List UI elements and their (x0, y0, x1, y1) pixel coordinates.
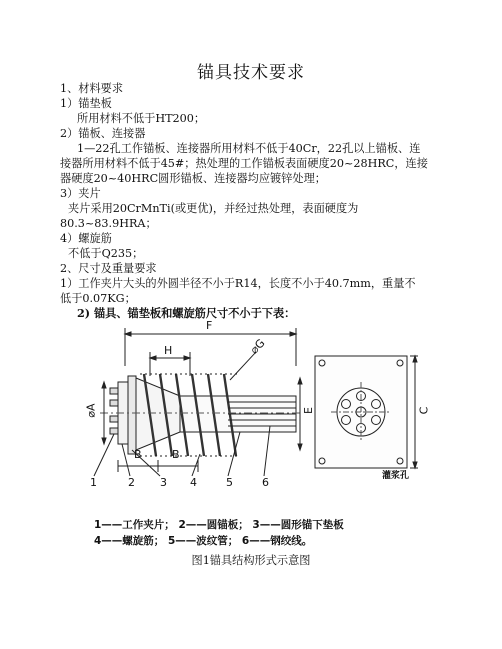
callout-5: 5 (226, 476, 233, 489)
dim-label-B-2: B (172, 448, 180, 461)
dim-label-F: F (206, 319, 213, 332)
dim-label-H: H (164, 344, 173, 357)
item-1-text: 所用材料不低于HT200； (77, 112, 206, 125)
item-3-text-line2: 80.3~83.9HRA； (60, 217, 157, 230)
item-3-heading: 3）夹片 (60, 187, 101, 200)
dim-label-E: E (301, 407, 315, 414)
dim-label-G: ⌀G (247, 336, 268, 357)
item-2-1-line1: 1）工作夹片大头的外圆半径不小于R14，长度不小于40.7mm，重量不 (60, 277, 416, 290)
item-2-text-line3: 器硬度20~40HRC圆形锚板、连接器均应镀锌处理； (60, 172, 326, 185)
item-1-heading: 1）锚垫板 (60, 97, 112, 110)
callout-2: 2 (128, 476, 135, 489)
dim-label-C: C (417, 406, 431, 415)
page-title: 锚具技术要求 (197, 63, 305, 83)
grout-hole-label: 灌浆孔 (382, 471, 410, 481)
item-2-heading: 2）锚板、连接器 (60, 127, 146, 140)
legend-row-1: 1——工作夹片； 2——圆锚板； 3——圆形锚下垫板 (94, 519, 344, 531)
section-2-heading: 2、尺寸及重量要求 (60, 262, 157, 275)
legend-row-2: 4——螺旋筋； 5——波纹管； 6——钢绞线。 (94, 535, 313, 547)
item-2-text-line1: 1—22孔工作锚板、连接器所用材料不低于40Cr，22孔以上锚板、连 (77, 142, 421, 155)
callout-1: 1 (90, 476, 97, 489)
callout-4: 4 (190, 476, 197, 489)
item-4-text: 不低于Q235； (68, 247, 144, 260)
item-3-text-line1: 夹片采用20CrMnTi(或更优)，并经过热处理，表面硬度为 (68, 202, 359, 215)
section-1-heading: 1、材料要求 (60, 82, 124, 95)
dim-label-B-1: B (134, 448, 142, 461)
item-2-text-line2: 接器所用材料不低于45#；热处理的工作锚板表面硬度20~28HRC，连接 (60, 157, 428, 170)
figure-caption: 图1锚具结构形式示意图 (191, 554, 311, 567)
item-2-2-heading: 2) 锚具、锚垫板和螺旋筋尺寸不小于下表： (77, 306, 296, 320)
item-2-1-line2: 低于0.07KG； (60, 292, 136, 305)
dim-label-A: ⌀A (84, 403, 98, 418)
item-4-heading: 4）螺旋筋 (60, 232, 112, 245)
callout-6: 6 (262, 476, 269, 489)
callout-3: 3 (160, 476, 167, 489)
anchor-diagram (60, 316, 440, 498)
